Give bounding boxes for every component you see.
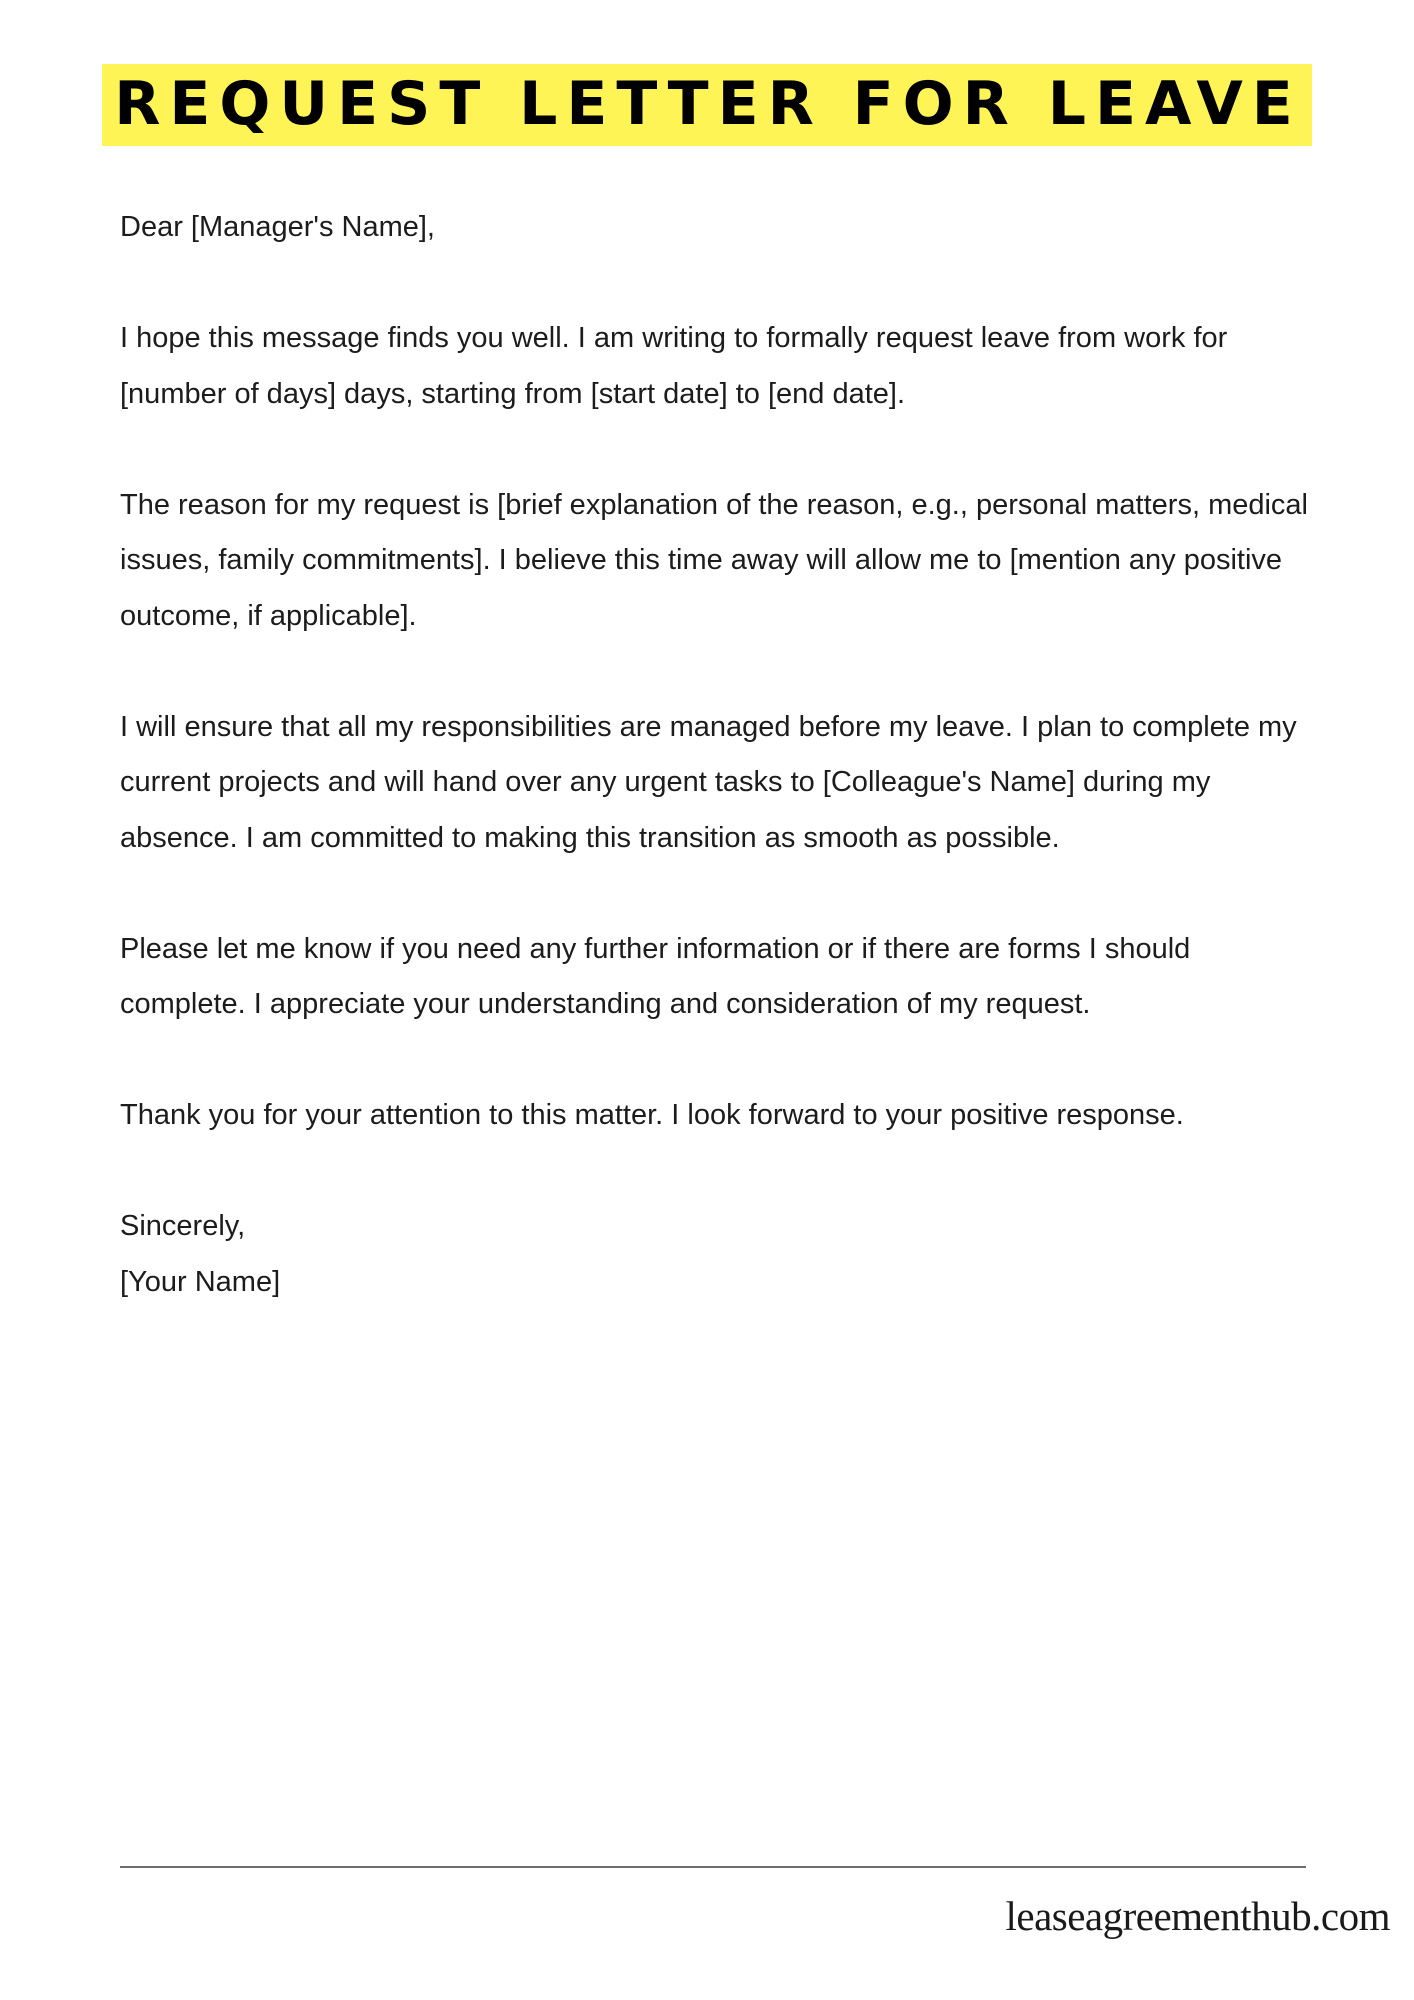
paragraph-intro: I hope this message finds you well. I am writing to formally request leave from work for [number of days] days, starting from [start date] to [end date]. — [120, 322, 1228, 410]
letter-body — [120, 200, 1320, 1310]
paragraph-reason: The reason for my request is [brief explanation of the reason, e.g., personal matters, medical issues, family commitments]. I believe this time away will allow me to [mention any positive outcome, if applicable]. — [120, 488, 1308, 632]
paragraph-further-info: Please let me know if you need any further information or if there are forms I should complete. I appreciate your understanding and consideration of my request. — [120, 932, 1191, 1020]
signature: [Your Name] — [120, 1265, 281, 1298]
footer-divider — [120, 1866, 1306, 1868]
paragraph-responsibilities: I will ensure that all my responsibilities are managed before my leave. I plan to complete my current projects and will hand over any urgent tasks to [Colleague's Name] during my absence. I am committed to making this transition as smooth as possible. — [120, 710, 1297, 854]
paragraph-thanks: Thank you for your attention to this matter. I look forward to your positive response. — [120, 1099, 1184, 1131]
brand-wordmark: leaseagreementhub.com — [1005, 1893, 1390, 1939]
greeting: Dear [Manager's Name], — [120, 211, 435, 243]
title-wrapper — [0, 64, 1414, 146]
closing: Sincerely, — [120, 1210, 246, 1242]
page-title: REQUEST LETTER FOR LEAVE — [102, 64, 1312, 146]
